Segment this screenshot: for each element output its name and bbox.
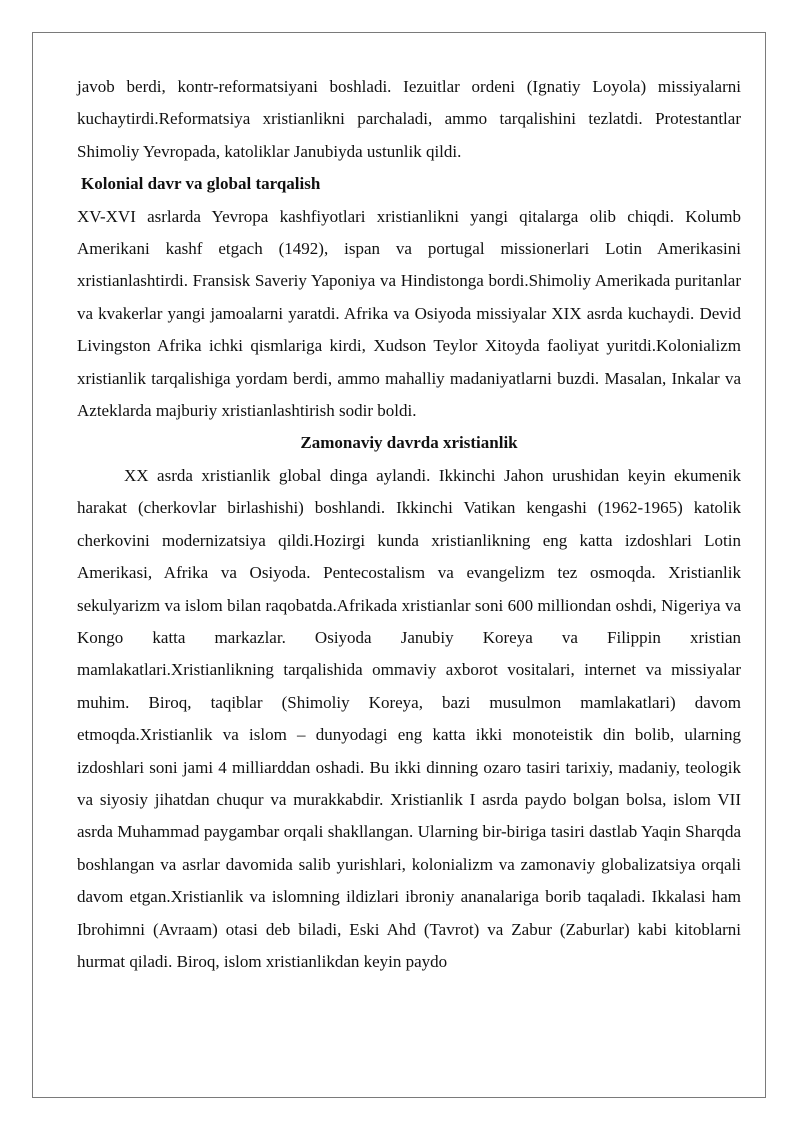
paragraph-modern-era: XX asrda xristianlik global dinga aylandi. Ikkinchi Jahon urushidan keyin ekumenik harakat (cherkovlar birlashishi) boshlandi. Ikkinchi Vatikan kengashi (1962-1965) katolik cherkovini modernizatsiya qildi.Hozirgi kunda xristianlikning eng katta izdoshlari Lotin Amerikasi, Afrika va Osiyoda. Pentecostalism va evangelizm tez osmoqda. Xristianlik sekulyarizm va islom bilan raqobatda.Afrikada xristianlar soni 600 milliondan oshdi, Nigeriya va Kongo katta markazlar. Osiyoda Janubiy Koreya va Filippin xristian mamlakatlari.Xristianlikning tarqalishida ommaviy axborot vositalari, internet va missiyalar muhim. Biroq, taqiblar (Shimoliy Koreya, bazi musulmon mamlakatlari) davom etmoqda.Xristianlik va islom – dunyodagi eng katta ikki monoteistik din bolib, ularning izdoshlari soni jami 4 milliarddan oshadi. Bu ikki dinning ozaro tasiri tarixiy, madaniy, teologik va siyosiy jihatdan chuqur va murakkabdir. Xristianlik I asrda paydo bolgan bolsa, islom VII asrda Muhammad paygambar orqali shakllangan. Ularning bir-biriga tasiri dastlab Yaqin Sharqda boshlangan va asrlar davomida salib yurishlari, kolonializm va zamonaviy globalizatsiya orqali davom etgan.Xristianlik va islomning ildizlari ibroniy ananalariga borib taqaladi. Ikkalasi ham Ibrohimni (Avraam) otasi deb biladi, Eski Ahd (Tavrot) va Zabur (Zaburlar) kabi kitoblarni hurmat qiladi. Biroq, islom xristianlikdan keyin paydo bbox=[77, 465, 741, 971]
document-body bbox=[77, 71, 741, 978]
paragraph-colonial-era: XV-XVI asrlarda Yevropa kashfiyotlari xristianlikni yangi qitalarga olib chiqdi. Kolumb Amerikani kashf etgach (1492), ispan va portugal missionerlari Lotin Amerikasini xristianlashtirdi. Fransisk Saveriy Yaponiya va Hindistonga bordi.Shimoliy Amerikada puritanlar va kvakerlar yangi jamoalarni yaratdi. Afrika va Osiyoda missiyalar XIX asrda kuchaydi. Devid Livingston Afrika ichki qismlariga kirdi, Xudson Teylor Xitoyda faoliyat yuritdi.Kolonializm xristianlik tarqalishiga yordam berdi, ammo mahalliy madaniyatlarni buzdi. Masalan, Inkalar va Azteklarda majburiy xristianlashtirish sodir boldi. bbox=[77, 206, 741, 421]
heading-modern-era: Zamonaviy davrda xristianlik bbox=[300, 433, 518, 453]
paragraph-reformation-end: javob berdi, kontr-reformatsiyani boshladi. Iezuitlar ordeni (Ignatiy Loyola) missiyalarni kuchaytirdi.Reformatsiya xristianlikni parchaladi, ammo tarqalishini tezlatdi. Protestantlar Shimoliy Yevropada, katoliklar Janubiyda ustunlik qildi. bbox=[77, 77, 741, 161]
heading-colonial-era: Kolonial davr va global tarqalish bbox=[81, 174, 321, 194]
